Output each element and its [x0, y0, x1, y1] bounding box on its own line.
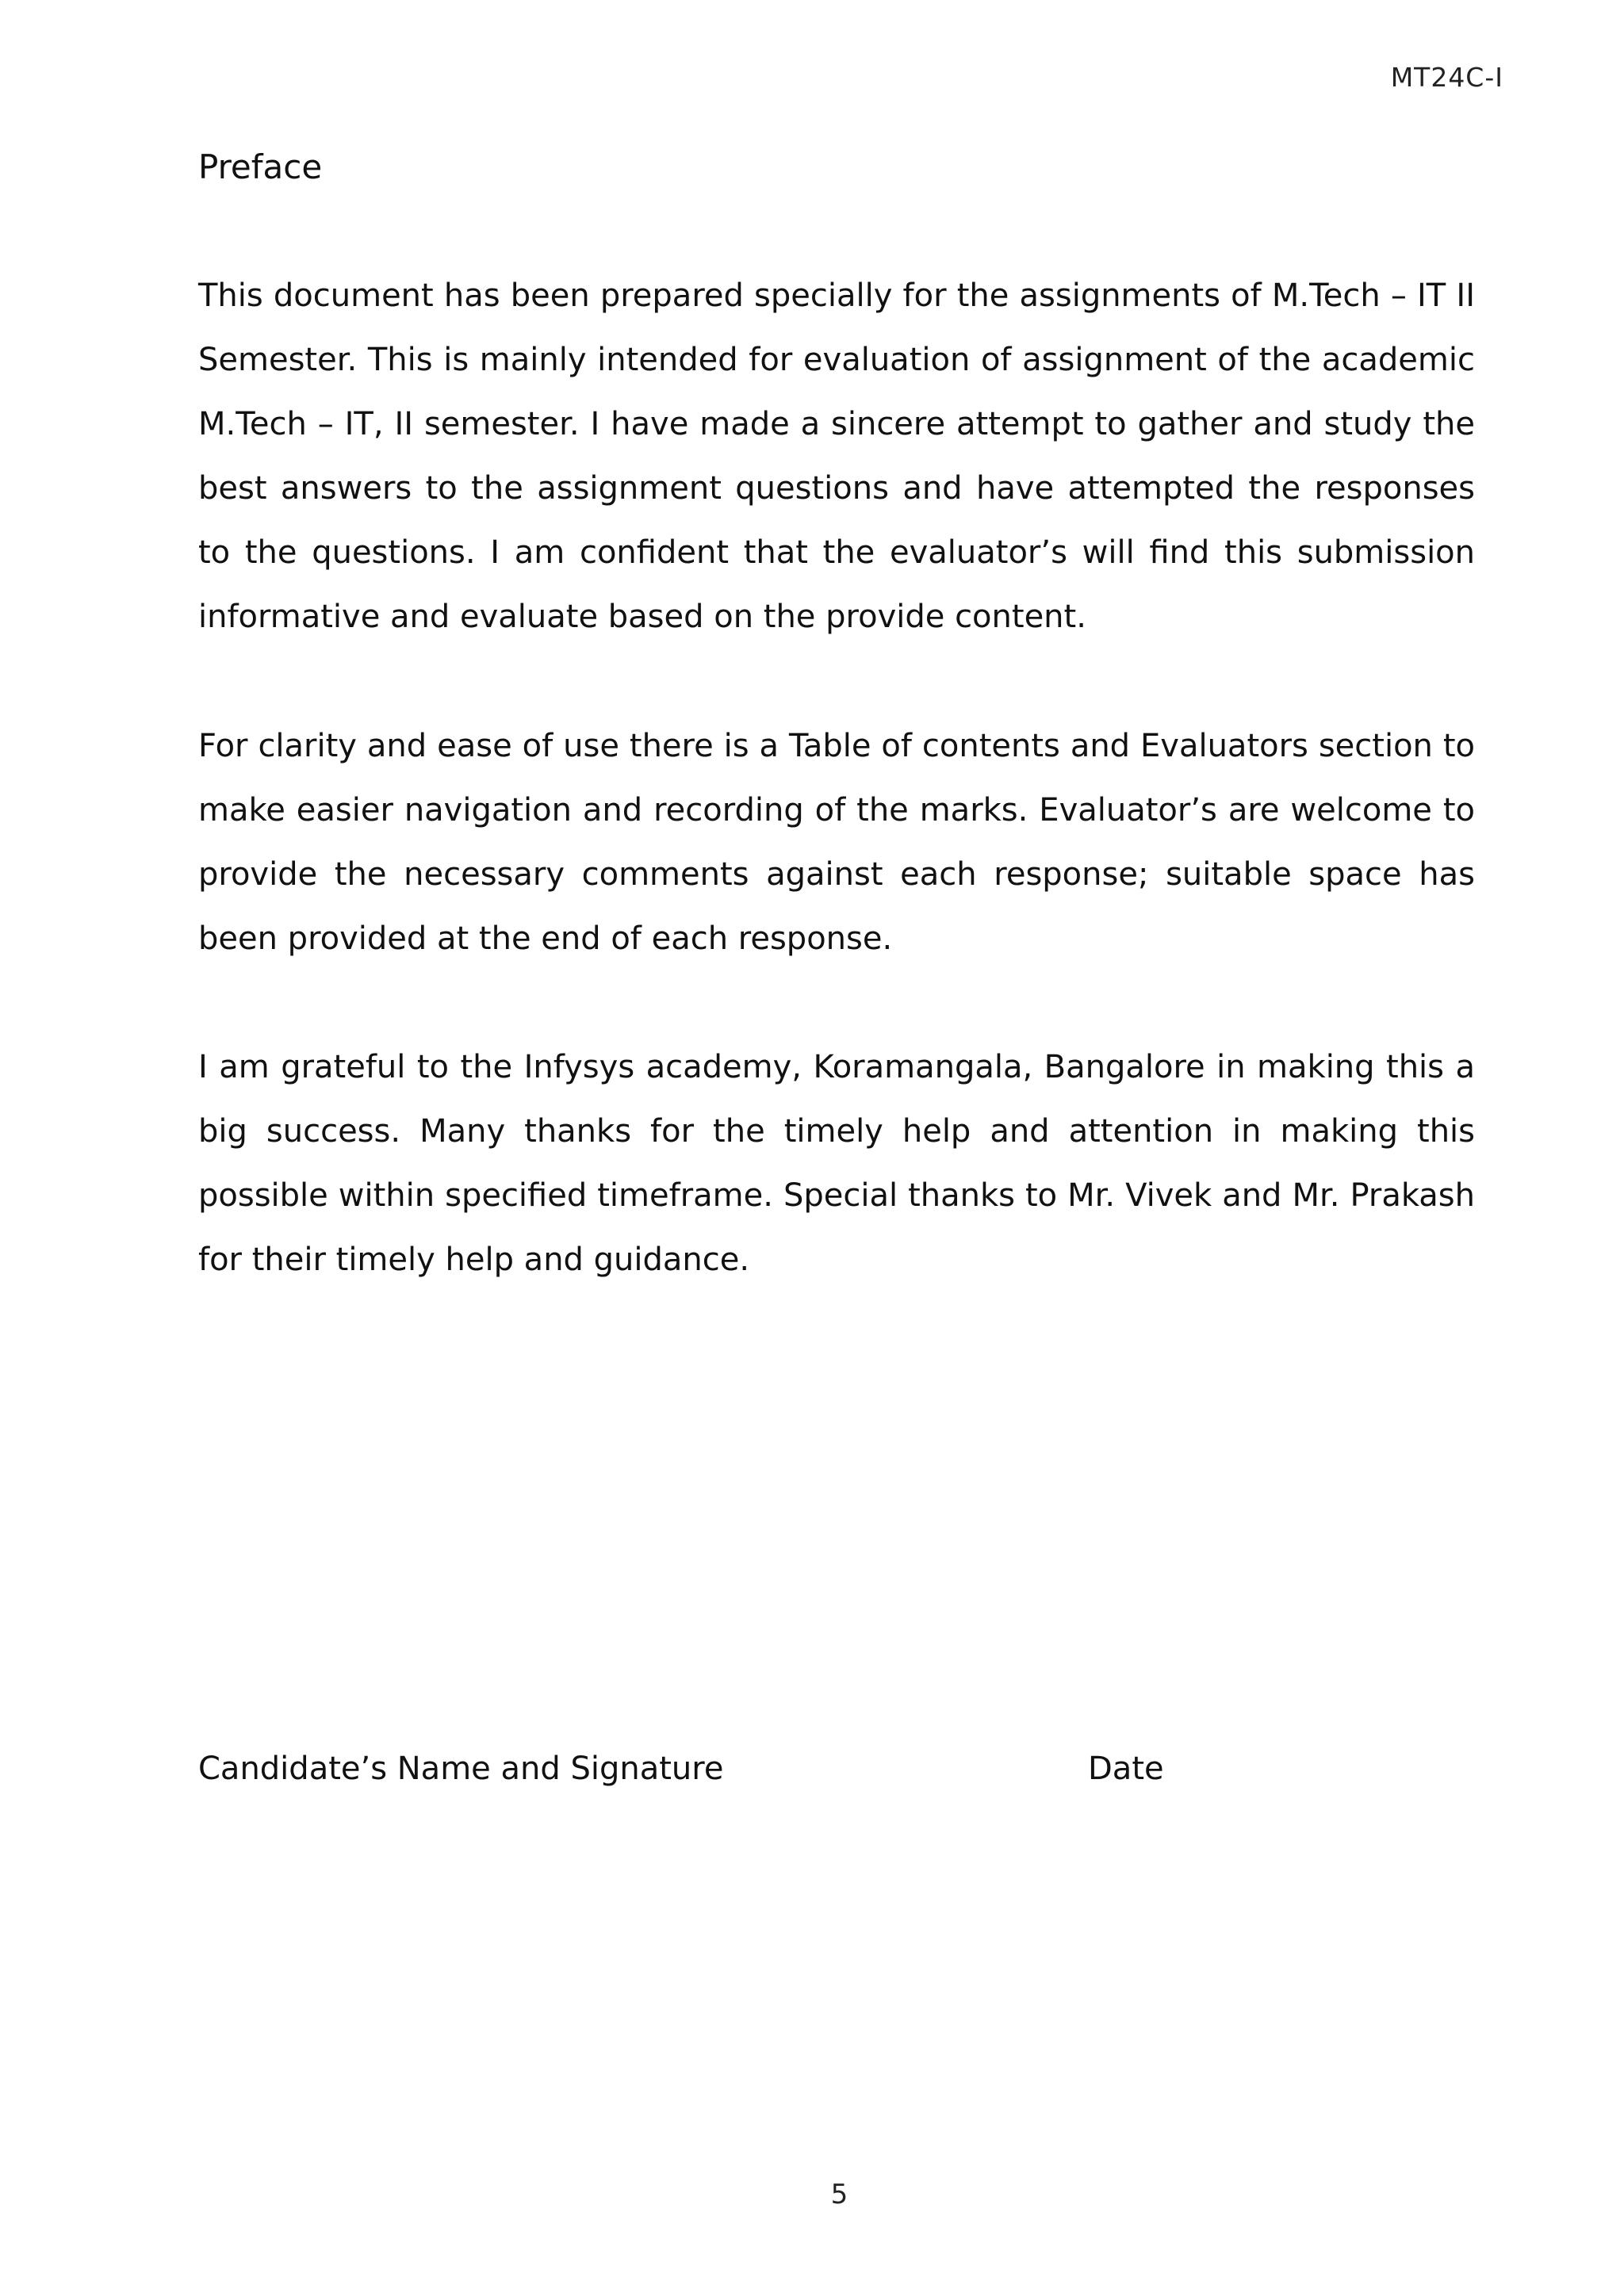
- preface-paragraph-3: I am grateful to the Infysys academy, Koramangala, Bangalore in making this a big success. Many thanks for the timely help and attention in making this possible within specified timeframe. Special thanks to Mr. Vivek and Mr. Prakash for their timely help and guidance.: [198, 1049, 1475, 1278]
- date-label: Date: [1088, 1751, 1164, 1787]
- preface-paragraph-1: This document has been prepared specially for the assignments of M.Tech – IT II Semester. This is mainly intended for evaluation of assignment of the academic M.Tech – IT, II semester. I have made a sincere attempt to gather and study the best answers to the assignment questions and have attempted the responses to the questions. I am confident that the evaluator’s will find this submission informative and evaluate based on the provide content.: [198, 277, 1475, 635]
- page-title: Preface: [198, 147, 323, 186]
- page-number: 5: [830, 2179, 848, 2210]
- preface-paragraph-2: For clarity and ease of use there is a Table of contents and Evaluators section to make easier navigation and recording of the marks. Evaluator’s are welcome to provide the necessary comments against each response; suitable space has been provided at the end of each response.: [198, 728, 1475, 957]
- signature-label: Candidate’s Name and Signature: [198, 1751, 724, 1787]
- document-code: MT24C-I: [1390, 62, 1503, 93]
